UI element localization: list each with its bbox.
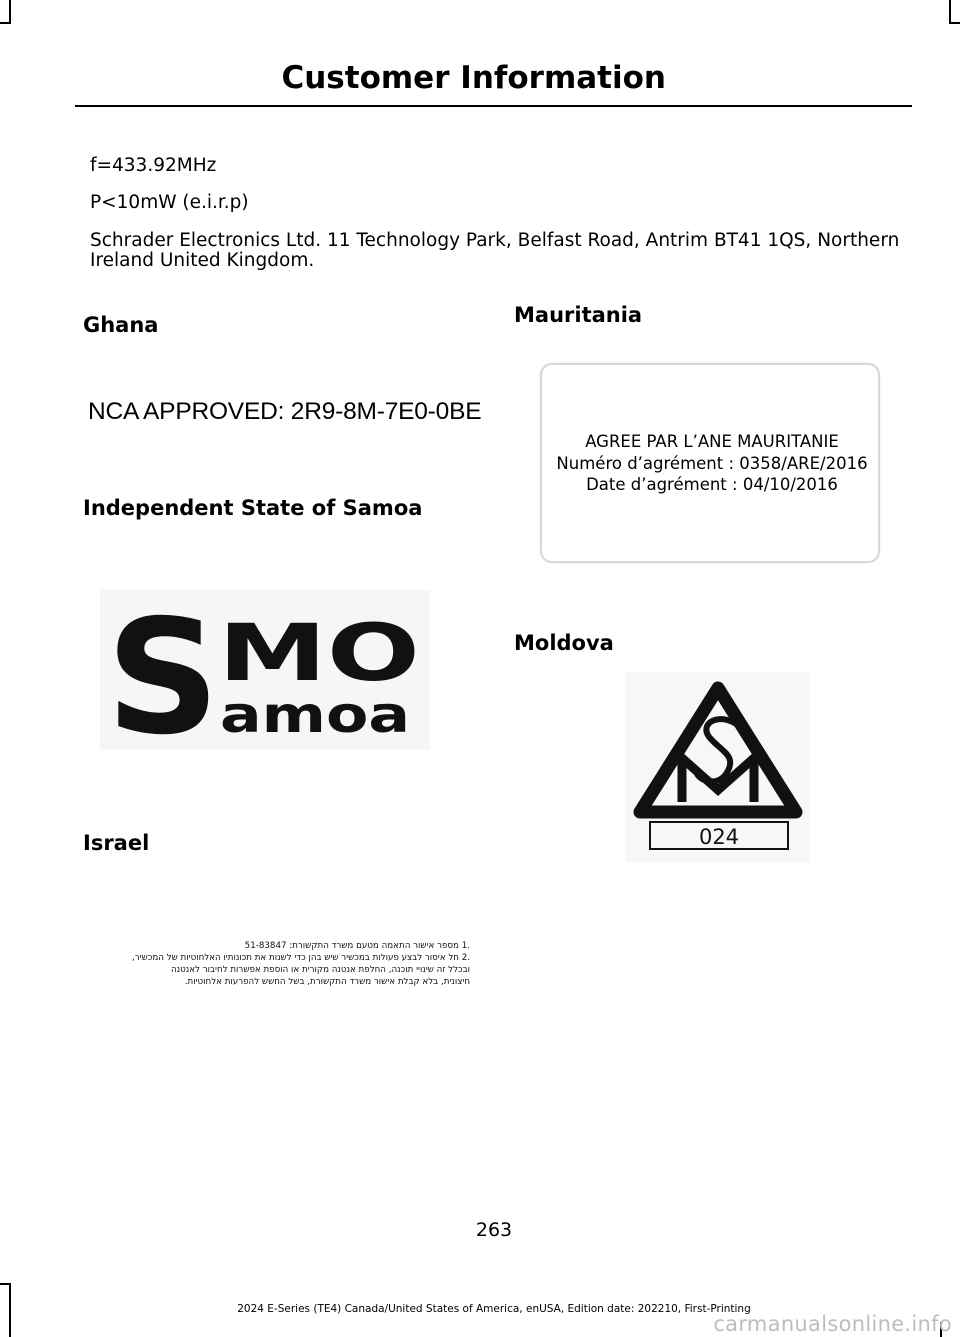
page-number: 263 bbox=[475, 1219, 513, 1241]
samoa-logo-mo: MO bbox=[218, 609, 420, 699]
page-title: Customer Information bbox=[281, 60, 666, 96]
crop-mark-top-left-vertical bbox=[9, 0, 11, 24]
crop-mark-bottom-left-horizontal bbox=[0, 1283, 11, 1285]
mauritania-line-3: Date d’agrément : 04/10/2016 bbox=[586, 475, 838, 494]
crop-mark-top-left-horizontal bbox=[0, 22, 11, 24]
crop-mark-top-right-vertical bbox=[949, 0, 951, 24]
mauritania-approval-text bbox=[540, 431, 884, 496]
moldova-heading: Moldova bbox=[514, 631, 614, 655]
samoa-logo bbox=[100, 590, 430, 754]
watermark: carmanualsonline.info bbox=[713, 1312, 952, 1336]
moldova-logo-code: 024 bbox=[698, 825, 740, 849]
israel-line-4: חיצונית, בלא קבלת אישור משרד התקשורת, בשל החשש להפרעות אלחוטיות. bbox=[184, 977, 470, 987]
edition-footer: 2024 E-Series (TE4) Canada/United States of America, enUSA, Edition date: 202210, First-Printing bbox=[237, 1303, 751, 1315]
mauritania-line-1: AGREE PAR L’ANE MAURITANIE bbox=[585, 432, 839, 451]
samoa-logo-s: S bbox=[106, 590, 220, 750]
crop-mark-top-right-horizontal bbox=[949, 22, 960, 24]
ghana-approval-text: NCA APPROVED: 2R9-8M-7E0-0BE bbox=[88, 398, 482, 425]
israel-line-2: .2 חל איסור לבצע פעולות במכשיר שיש בהן כדי לשנות את תכונותיו האלחוטיות של המכשיר, bbox=[132, 953, 470, 963]
mauritania-line-2: Numéro d’agrément : 0358/ARE/2016 bbox=[556, 453, 868, 473]
header-rule bbox=[75, 105, 912, 107]
samoa-logo-amoa: amoa bbox=[220, 686, 410, 744]
frequency-text: f=433.92MHz bbox=[90, 155, 217, 176]
israel-line-3: ובכלל זה שינויי תוכנה, החלפת אנטנה מקורית או הוספת אפשרות לחיבור לאנטנה bbox=[170, 965, 470, 975]
power-text: P<10mW (e.i.r.p) bbox=[90, 192, 249, 213]
manufacturer-line-2: Ireland United Kingdom. bbox=[90, 250, 315, 271]
israel-heading: Israel bbox=[83, 831, 150, 855]
manufacturer-line-1: Schrader Electronics Ltd. 11 Technology Park, Belfast Road, Antrim BT41 1QS, Northern bbox=[90, 230, 900, 251]
israel-notice bbox=[100, 940, 470, 988]
ghana-heading: Ghana bbox=[83, 313, 159, 337]
mauritania-heading: Mauritania bbox=[514, 303, 643, 327]
moldova-sm-logo bbox=[626, 672, 810, 866]
samoa-heading: Independent State of Samoa bbox=[83, 496, 423, 520]
israel-line-1: .1 מספר אישור התאמה מטעם משרד התקשורת: 51-83847 bbox=[244, 941, 470, 951]
